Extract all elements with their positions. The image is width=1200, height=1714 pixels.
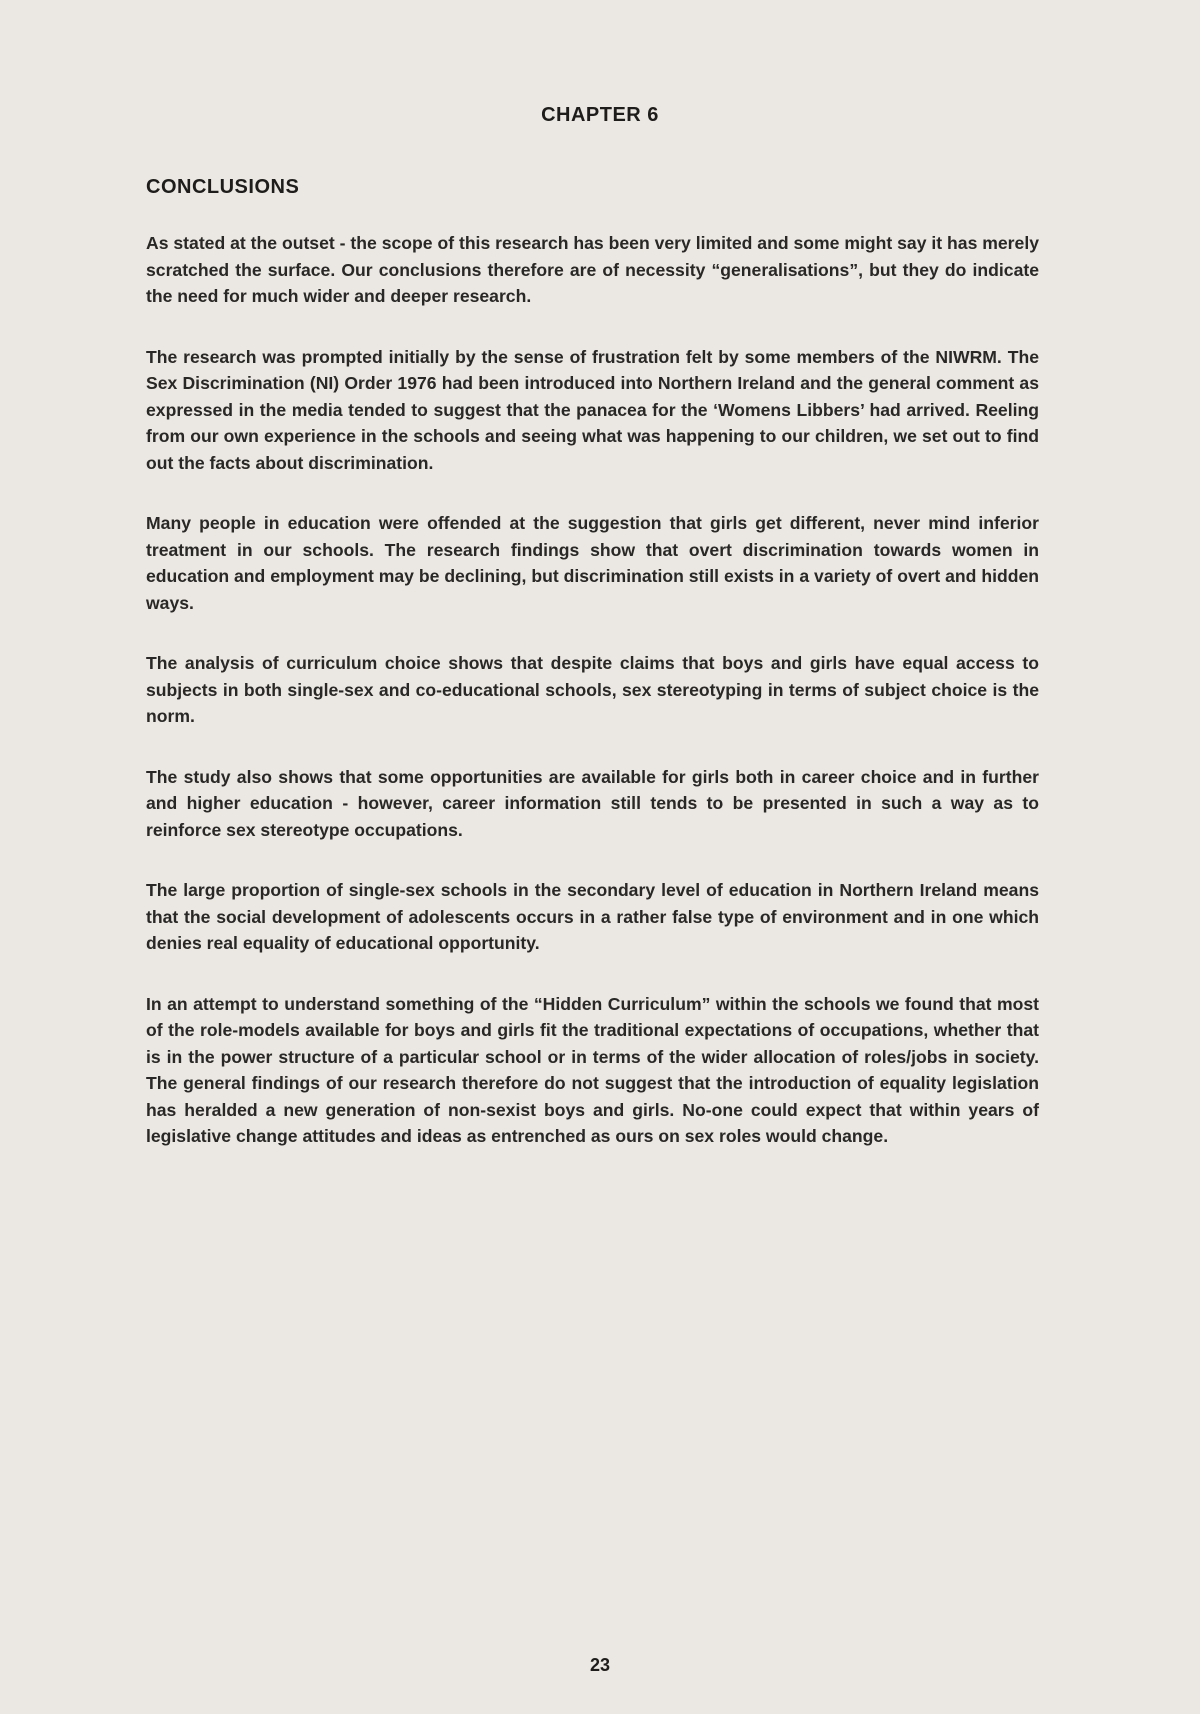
paragraph-curriculum-choice: The analysis of curriculum choice shows that despite claims that boys and girls have equal access to subjects in both single-sex and co-educational schools, sex stereotyping in terms of subject choice is the norm.: [146, 653, 1039, 726]
paragraph-research-prompt: The research was prompted initially by the sense of frustration felt by some members of the NIWRM. The Sex Discrimination (NI) Order 1976 had been introduced into Northern Ireland and the general comment as expressed in the media tended to suggest that the panacea for the ‘Womens Libbers’ had arrived. Reeling from our own experience in the schools and seeing what was happening to our children, we set out to find out the facts about discrimination.: [146, 346, 1039, 473]
paragraph-career-choice: The study also shows that some opportunities are available for girls both in career choice and in further and higher education - however, career information still tends to be presented in such a way as to reinforce sex stereotype occupations.: [146, 766, 1039, 840]
paragraph-discrimination: Many people in education were offended at the suggestion that girls get different, never mind inferior treatment in our schools. The research findings show that overt discrimination towards women in education and employment may be declining, but discrimination still exists in a variety of overt and hidden ways.: [146, 513, 1039, 613]
chapter-heading: CHAPTER 6: [541, 104, 659, 126]
body-text: [146, 230, 1039, 1184]
paragraph-single-sex-schools: The large proportion of single-sex schools in the secondary level of education in Northern Ireland means that the social development of adolescents occurs in a rather false type of environment and in one which denies real equality of educational opportunity.: [146, 880, 1039, 953]
paragraph-outset: As stated at the outset - the scope of this research has been very limited and some might say it has merely scratched the surface. Our conclusions therefore are of necessity “generalisations”, but they do indicate the need for much wider and deeper research.: [146, 233, 1039, 306]
section-heading: CONCLUSIONS: [146, 176, 300, 198]
paragraph-hidden-curriculum: In an attempt to understand something of the “Hidden Curriculum” within the schools we found that most of the role-models available for boys and girls fit the traditional expectations of occupations, whether that is in the power structure of a particular school or in terms of the wider allocation of roles/jobs in society. The general findings of our research therefore do not suggest that the introduction of equality legislation has heralded a new generation of non-sexist boys and girls. No-one could expect that within years of legislative change attitudes and ideas as entrenched as ours on sex roles would change.: [146, 993, 1039, 1146]
page-number: 23: [589, 1655, 611, 1675]
